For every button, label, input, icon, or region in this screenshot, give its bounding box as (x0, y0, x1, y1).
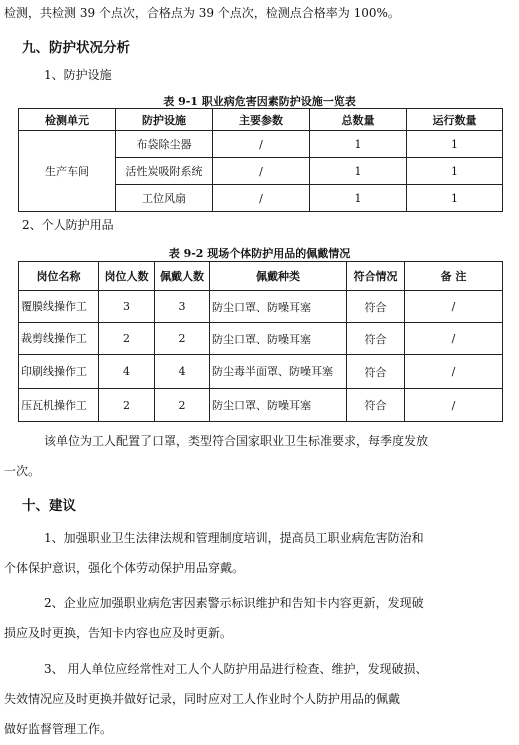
facility-cell: 工位风扇 (116, 185, 213, 212)
facility-cell: 活性炭吸附系统 (116, 158, 213, 185)
suggestion-1-line-1: 1、加强职业卫生法律法规和管理制度培训，提高员工职业病危害防治和 (44, 531, 424, 545)
ppe-paragraph-line-2: 一次。 (4, 464, 41, 478)
wearing-count-cell: 4 (155, 355, 210, 389)
running-cell: 1 (407, 158, 503, 185)
parameter-cell: / (213, 131, 310, 158)
suggestion-3-line-3: 做好监督管理工作。 (4, 722, 113, 736)
post-count-cell: 4 (99, 355, 155, 389)
remark-cell: / (405, 389, 503, 422)
wearing-count-cell: 2 (155, 323, 210, 355)
protective-facilities-table (18, 108, 503, 212)
table-9-2-caption: 表 9-2 现场个体防护用品的佩戴情况 (168, 247, 351, 260)
intro-line: 检测，共检测 39 个点次，合格点为 39 个点次，检测点合格率为 100%。 (4, 6, 400, 20)
suggestion-3-line-2: 失效情况应及时更换并做好记录，同时应对工人作业时个人防护用品的佩戴 (4, 692, 401, 706)
total-cell: 1 (310, 158, 407, 185)
compliance-cell: 符合 (347, 323, 405, 355)
post-count-cell: 2 (99, 389, 155, 422)
suggestion-2-line-1: 2、企业应加强职业病危害因素警示标识维护和告知卡内容更新，发现破 (44, 596, 424, 610)
section-9-heading: 九、防护状况分析 (22, 40, 130, 56)
ppe-type-cell: 防尘口罩、防噪耳塞 (210, 291, 347, 323)
header-cell: 运行数量 (407, 109, 503, 131)
parameter-cell: / (213, 185, 310, 212)
ppe-type-cell: 防尘口罩、防噪耳塞 (210, 323, 347, 355)
header-cell: 佩戴人数 (155, 262, 210, 291)
section-10-heading: 十、建议 (22, 498, 76, 514)
running-cell: 1 (407, 185, 503, 212)
total-cell: 1 (310, 185, 407, 212)
wearing-count-cell: 2 (155, 389, 210, 422)
compliance-cell: 符合 (347, 389, 405, 422)
compliance-cell: 符合 (347, 291, 405, 323)
header-cell: 主要参数 (213, 109, 310, 131)
table-row (19, 389, 503, 422)
compliance-cell: 符合 (347, 355, 405, 389)
remark-cell: / (405, 291, 503, 323)
total-cell: 1 (310, 131, 407, 158)
remark-cell: / (405, 355, 503, 389)
suggestion-1-line-2: 个体保护意识，强化个体劳动保护用品穿戴。 (4, 561, 245, 575)
header-cell: 检测单元 (19, 109, 116, 131)
unit-cell: 生产车间 (19, 131, 116, 212)
post-name-cell: 印刷线操作工 (19, 355, 99, 389)
post-count-cell: 2 (99, 323, 155, 355)
subheading-protective-facilities: 1、防护设施 (44, 68, 112, 82)
parameter-cell: / (213, 158, 310, 185)
header-cell: 符合情况 (347, 262, 405, 291)
facility-cell: 布袋除尘器 (116, 131, 213, 158)
table-row (19, 291, 503, 323)
running-cell: 1 (407, 131, 503, 158)
post-name-cell: 裁剪线操作工 (19, 323, 99, 355)
header-cell: 岗位人数 (99, 262, 155, 291)
ppe-type-cell: 防尘口罩、防噪耳塞 (210, 389, 347, 422)
suggestion-3-line-1: 3、 用人单位应经常性对工人个人防护用品进行检查、维护，发现破损、 (44, 662, 428, 676)
ppe-usage-table (18, 261, 503, 422)
header-cell: 岗位名称 (19, 262, 99, 291)
post-name-cell: 覆膜线操作工 (19, 291, 99, 323)
suggestion-2-line-2: 损应及时更换，告知卡内容也应及时更新。 (4, 626, 233, 640)
table-row (19, 355, 503, 389)
subheading-personal-protection: 2、个人防护用品 (22, 218, 114, 232)
table-row (19, 131, 503, 158)
post-name-cell: 压瓦机操作工 (19, 389, 99, 422)
header-cell: 总数量 (310, 109, 407, 131)
ppe-paragraph-line-1: 该单位为工人配置了口罩，类型符合国家职业卫生标准要求，每季度发放 (44, 434, 429, 448)
post-count-cell: 3 (99, 291, 155, 323)
remark-cell: / (405, 323, 503, 355)
table-row (19, 323, 503, 355)
table-9-1-caption: 表 9-1 职业病危害因素防护设施一览表 (163, 95, 356, 108)
header-cell: 佩戴种类 (210, 262, 347, 291)
header-cell: 备 注 (405, 262, 503, 291)
ppe-type-cell: 防尘毒半面罩、防噪耳塞 (210, 355, 347, 389)
header-cell: 防护设施 (116, 109, 213, 131)
wearing-count-cell: 3 (155, 291, 210, 323)
